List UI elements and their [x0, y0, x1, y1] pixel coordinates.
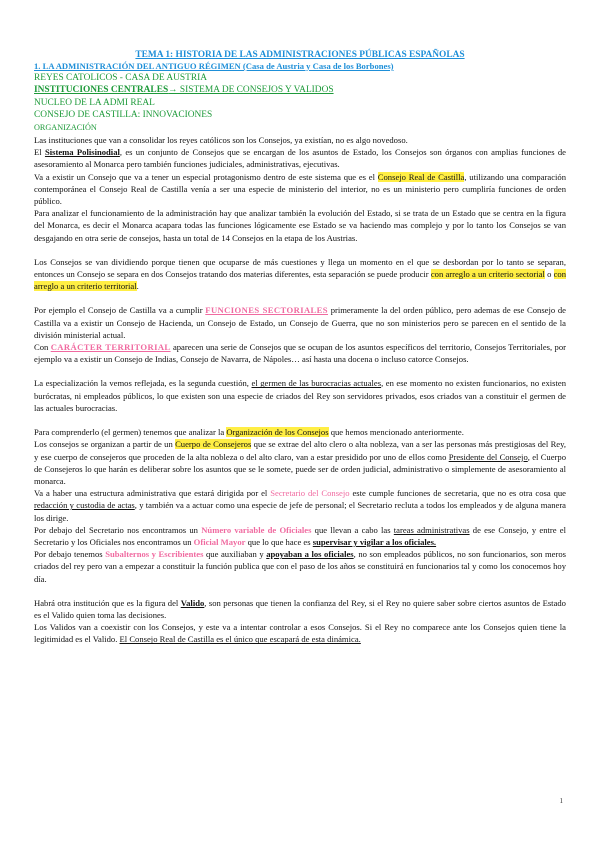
- term-redaccion: redacción y custodia de actas: [34, 500, 135, 511]
- text-run: Por debajo del Secretario nos encontramos un: [34, 524, 202, 535]
- term-apoyaban: apoyaban a los oficiales: [266, 549, 354, 560]
- term-subalternos: Subalternos y Escribientes: [105, 549, 204, 560]
- paragraph-7: [34, 341, 566, 365]
- text-run: La especialización la vemos reflejada, es la segunda cuestión,: [34, 378, 252, 389]
- term-sistema-polisinodial: Sistema Polisinodial: [44, 147, 120, 158]
- term-tareas: tareas administrativas: [393, 524, 470, 535]
- paragraph-2: [34, 146, 566, 170]
- text-run: de ese Consejo, y entre el Secretario y los Oficiales nos encontramos un: [34, 524, 567, 547]
- text-run: Los Validos van a coexistir con los Consejos, y este va a intentar controlar a esos Consejos. Si el Rey no comparece ante los Consejos quien tiene la legitimidad es el Valido.: [34, 622, 566, 645]
- paragraph-12: [34, 524, 566, 548]
- term-oficiales: Número variable de Oficiales: [201, 524, 312, 535]
- text-run: primeramente la del orden público, pero ademas de ese Consejo de Castilla va a existir un Consejo de Hacienda, un Consejo de Estado, un Consejo de Guerra, que no son ministerios pero se parecen en el sentido de la división ministerial actual.: [34, 305, 566, 340]
- term-supervisar: supervisar y vigilar a los oficiales.: [312, 536, 437, 547]
- heading-instituciones-text: INSTITUCIONES CENTRALES: [34, 85, 169, 96]
- document-page: [34, 50, 566, 646]
- text-run: Por debajo tenemos: [34, 549, 106, 560]
- highlight-sectorial: con arreglo a un criterio sectorial: [430, 269, 545, 280]
- text-run: que hemos mencionado anteriormente.: [328, 427, 464, 438]
- text-run: Con: [34, 342, 51, 353]
- text-run: aparecen una serie de Consejos que se ocupan de los asuntos específicos del territorio, Consejos Territoriales, por ejemplo va a existir un Consejo de Indias, Consejo de Navarra, de Nápoles… así hasta una docena o incluso catorce Consejos.: [34, 342, 566, 365]
- term-valido: Valido: [180, 597, 205, 608]
- text-run: este cumple funciones de secretaria, que no es otra cosa que: [349, 488, 566, 499]
- text-run: que lo que hace es: [245, 536, 313, 547]
- text-run: Va a existir un Consejo que va a tener un especial protagonismo dentro de este sistema que es el: [34, 171, 378, 182]
- text-run: , son personas que tienen la confianza del Rey, si el Rey no quiere saber sobre ciertos asuntos de Estado es el Valido quien toma las decisiones.: [34, 597, 566, 620]
- text-run: Los consejos se organizan a partir de un: [34, 439, 176, 450]
- paragraph-11: [34, 487, 566, 524]
- text-run: Por ejemplo el Consejo de Castilla va a cumplir: [34, 305, 206, 316]
- text-run: , utilizando una comparación contemporánea el Consejo Real de Castilla venía a ser una especie de ministerio del interior, no es un ministerio pero cumpliría funciones de orden público.: [34, 171, 567, 207]
- text-run: , es un conjunto de Consejos que se encargan de los asuntos de Estado, los Consejos son órganos con amplias funciones de asesoramiento al Monarca pero también funciones judiciales, administrativas, ejecutivas.: [34, 147, 566, 170]
- text-run: , en ese momento no existen funcionarios, no existen burócratas, ni empleados públicos, lo que existen son una especie de criados del Rey son servidores privados, esos criados van a constituir el germen de las actuales burocracias.: [34, 378, 567, 413]
- term-caracter-territorial: CARÁCTER TERRITORIAL: [50, 342, 171, 353]
- paragraph-5: [34, 256, 566, 293]
- heading-reyes: REYES CATOLICOS - CASA DE AUSTRIA: [34, 73, 208, 83]
- paragraph-15: [34, 621, 566, 645]
- highlight-consejo-real: Consejo Real de Castilla: [377, 171, 465, 182]
- term-oficial-mayor: Oficial Mayor: [193, 536, 246, 547]
- section-title: 1. LA ADMINISTRACIÓN DEL ANTIGUO RÉGIMEN (Casa de Austria y Casa de los Borbones): [34, 61, 394, 71]
- heading-organizacion: ORGANIZACIÓN: [34, 122, 97, 132]
- paragraph-1: Las instituciones que van a consolidar los reyes católicos son los Consejos, ya existían, no es algo novedoso.: [34, 135, 408, 146]
- text-run: El: [34, 147, 45, 158]
- paragraph-14: [34, 597, 566, 621]
- term-consejo-real-unico: El Consejo Real de Castilla es el único que escapará de esta dinámica.: [119, 634, 361, 645]
- text-run: Habrá otra institución que es la figura del: [34, 597, 181, 608]
- paragraph-10: [34, 438, 566, 487]
- paragraph-6: [34, 304, 566, 341]
- text-run: , y también va a actuar como una especie de jefe de personal; el Secretario recluta a todos los empleados y de alguna manera los dirige.: [34, 500, 566, 523]
- text-run: , no son empleados públicos, no son funcionarios, son meros criados del rey pero van a empezar a constituir la función publica que con el paso de los años se constituirá en funcionarios tal y como los conocemos hoy día.: [34, 549, 567, 584]
- text-run: Los Consejos se van dividiendo porque tienen que ocuparse de más cuestiones y llega un momento en el que se desbordan por lo tanto se separan, entonces un Consejo se separa en dos Consejos tratando dos materias diferentes, esta separación se puede producir: [34, 256, 566, 280]
- term-germen: el germen de las burocracias actuales: [251, 378, 382, 389]
- heading-instituciones: [34, 84, 566, 96]
- term-funciones-sectoriales: FUNCIONES SECTORIALES: [205, 305, 328, 316]
- paragraph-8: [34, 377, 566, 414]
- heading-consejo: CONSEJO DE CASTILLA: INNOVACIONES: [34, 110, 213, 121]
- text-run: .: [136, 281, 139, 292]
- term-secretario: Secretario del Consejo: [270, 488, 350, 499]
- term-presidente: Presidente del Consejo: [448, 451, 528, 462]
- text-run: Para comprenderlo (el germen) tenemos que analizar la: [34, 427, 227, 438]
- highlight-cuerpo-consejeros: Cuerpo de Consejeros: [175, 439, 252, 450]
- text-run: que auxiliaban y: [203, 549, 267, 560]
- text-run: , el Cuerpo de Consejeros lo que harán es deliberar sobre los asuntos que se le somete, puede ser de orden judicial, administrativo o simplemente de asesoramiento al monarca.: [34, 451, 566, 486]
- paragraph-4: Para analizar el funcionamiento de la administración hay que analizar también la evolución del Estado, si se trata de un Estado que se centra en la figura del Monarca, es decir el Monarca acapara todas las funciones lógicamente ese Estado se va haciendo mas complejo y por lo tanto los Consejos se van desgajando en otra serie de consejos, hasta un total de 14 Consejos en la etapa de los Austrias.: [34, 208, 566, 243]
- document-title: TEMA 1: HISTORIA DE LAS ADMINISTRACIONES PÚBLICAS ESPAÑOLAS: [135, 50, 465, 60]
- paragraph-3: [34, 171, 566, 208]
- heading-instituciones-rest: → SISTEMA DE CONSEJOS Y VALIDOS: [168, 85, 334, 96]
- paragraph-13: [34, 548, 566, 585]
- paragraph-9: [34, 426, 566, 438]
- text-run: Va a haber una estructura administrativa que estará dirigida por el: [34, 488, 271, 499]
- text-run: que llevan a cabo las: [311, 524, 394, 535]
- highlight-territorial: con arreglo a un criterio territorial: [34, 269, 566, 292]
- text-run: que se extrae del alto clero o alta nobleza, van a ser las personas más prestigiosas del Rey, y ese cuerpo de consejeros que proceden de la alta nobleza o del alto claro, van a estar presidido por uno de ellos como: [34, 439, 567, 462]
- text-run: o: [544, 269, 554, 280]
- heading-nucleo: NUCLEO DE LA ADMI REAL: [34, 97, 155, 108]
- highlight-organizacion: Organización de los Consejos: [226, 427, 329, 438]
- page-number: 1: [559, 797, 563, 805]
